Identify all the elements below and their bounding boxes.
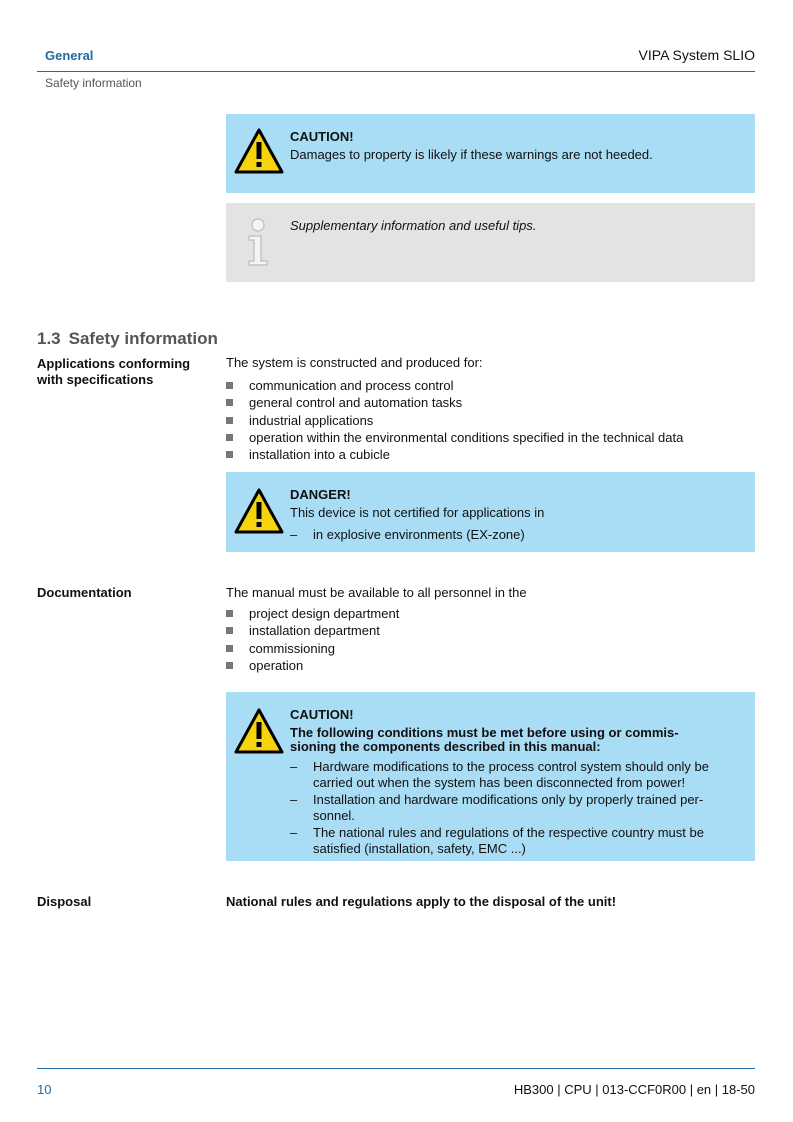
danger-box	[226, 472, 755, 552]
danger-text: This device is not certified for applications in	[290, 505, 545, 520]
list-item: – in explosive environments (EX-zone)	[290, 527, 739, 543]
danger-list	[290, 527, 739, 543]
list-item: – The national rules and regulations of the respective country must be satisfied (installation, safety, EMC ...)	[290, 825, 725, 856]
header-rule	[37, 71, 755, 72]
list-item: operation within the environmental conditions specified in the technical data	[226, 429, 683, 446]
warning-triangle-icon	[234, 708, 284, 754]
documentation-list	[226, 605, 399, 674]
info-icon	[244, 217, 272, 267]
caution-conditions-list	[290, 759, 725, 856]
caution-legend-text: Damages to property is likely if these warnings are not heeded.	[290, 147, 653, 162]
info-legend-text: Supplementary information and useful tips.	[290, 218, 537, 233]
caution-legend-box	[226, 114, 755, 193]
footer-rule	[37, 1068, 755, 1069]
disposal-text: National rules and regulations apply to the disposal of the unit!	[226, 894, 617, 909]
list-item: – Installation and hardware modifications only by properly trained per- sonnel.	[290, 792, 725, 823]
documentation-label: Documentation	[37, 585, 132, 600]
header-section-title: General	[45, 48, 94, 63]
applications-intro: The system is constructed and produced for:	[226, 355, 483, 370]
footer-page-number: 10	[37, 1082, 52, 1097]
caution-conditions-text: The following conditions must be met before using or commis- sioning the components described in this manual:	[290, 725, 679, 754]
section-number: 1.3	[37, 329, 61, 348]
caution-conditions-box	[226, 692, 755, 861]
caution-conditions-title: CAUTION!	[290, 707, 354, 722]
header-product-name: VIPA System SLIO	[638, 47, 755, 63]
documentation-intro: The manual must be available to all personnel in the	[226, 585, 527, 600]
list-item: industrial applications	[226, 412, 683, 429]
warning-triangle-icon	[234, 488, 284, 534]
warning-triangle-icon	[234, 128, 284, 174]
list-item: – Hardware modifications to the process control system should only be carried out when the system has been disconnected from power!	[290, 759, 725, 790]
list-item: operation	[226, 657, 399, 674]
list-item: commissioning	[226, 640, 399, 657]
header-subsection: Safety information	[45, 76, 142, 90]
list-item: installation department	[226, 622, 399, 639]
list-item: installation into a cubicle	[226, 446, 683, 463]
footer-document-id: HB300 | CPU | 013-CCF0R00 | en | 18-50	[513, 1082, 755, 1097]
section-title: Safety information	[68, 329, 218, 348]
list-item: general control and automation tasks	[226, 394, 683, 411]
danger-title: DANGER!	[290, 487, 351, 502]
info-legend-box	[226, 203, 755, 282]
applications-label: Applications conforming with specifications	[37, 356, 191, 387]
list-item: communication and process control	[226, 377, 683, 394]
caution-legend-title: CAUTION!	[290, 129, 354, 144]
disposal-label: Disposal	[37, 894, 92, 909]
list-item: project design department	[226, 605, 399, 622]
applications-list	[226, 377, 683, 463]
section-heading	[37, 329, 218, 349]
